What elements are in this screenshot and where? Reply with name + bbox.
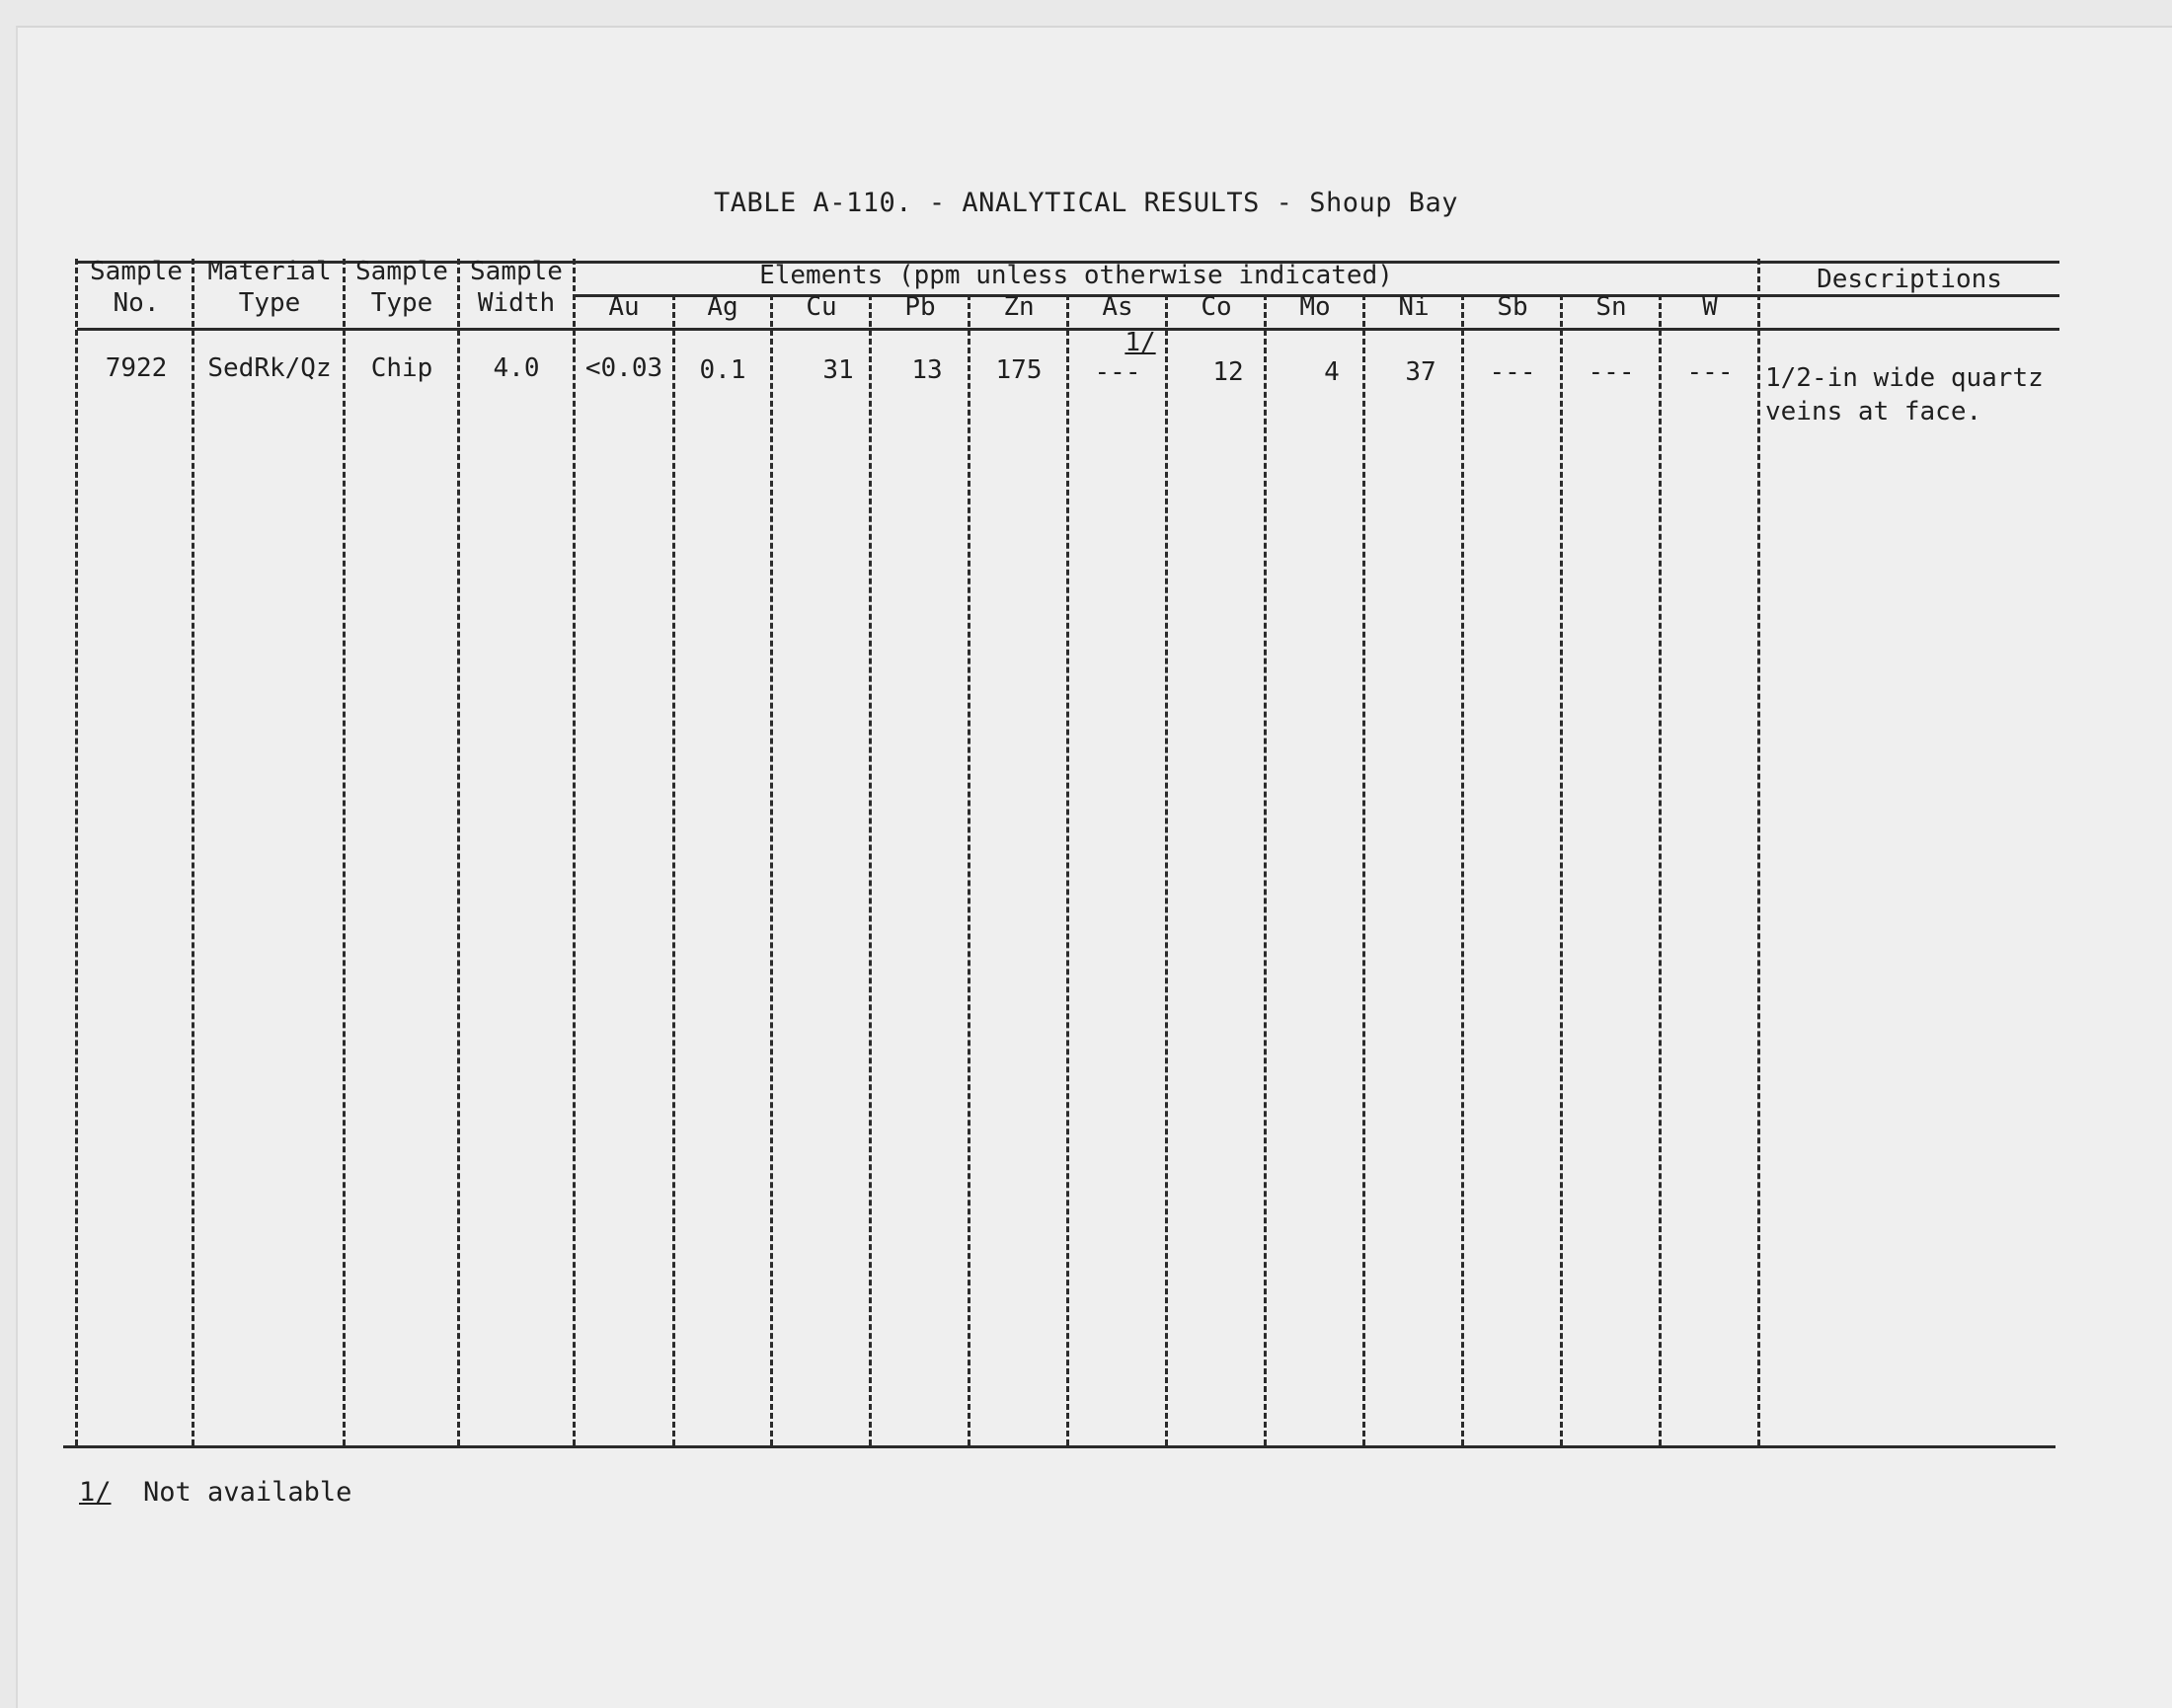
header-element-pb: Pb	[904, 292, 936, 322]
header-element-zn: Zn	[1003, 292, 1035, 322]
header-sample-no-line2: No.	[113, 288, 160, 318]
header-sample-type-line1: Sample	[355, 257, 448, 286]
as-footnote-marker-text: 1/	[1125, 328, 1156, 357]
header-element-w: W	[1702, 292, 1718, 322]
footnote-marker: 1/	[79, 1477, 112, 1508]
header-element-ni: Ni	[1398, 292, 1430, 322]
cell-cu: 31	[822, 355, 854, 385]
cell-as: ---	[1094, 357, 1141, 387]
header-element-sn: Sn	[1595, 292, 1627, 322]
column-separator	[192, 259, 194, 1445]
column-separator	[75, 259, 78, 1445]
cell-co: 12	[1212, 357, 1244, 387]
footnote	[79, 1477, 351, 1508]
column-separator	[869, 294, 872, 1445]
column-separator	[770, 294, 773, 1445]
header-element-au: Au	[608, 292, 640, 322]
column-separator	[1362, 294, 1365, 1445]
column-separator	[1560, 294, 1563, 1445]
cell-pb: 13	[911, 355, 943, 385]
column-separator	[1165, 294, 1168, 1445]
header-elements-group: Elements (ppm unless otherwise indicated)	[759, 261, 1393, 290]
column-separator	[1659, 294, 1662, 1445]
header-material-type-line2: Type	[238, 288, 301, 318]
cell-sample-no: 7922	[105, 353, 168, 383]
header-sample-width-line1: Sample	[470, 257, 563, 286]
cell-zn: 175	[995, 355, 1043, 385]
header-sample-type-line2: Type	[370, 288, 433, 318]
column-separator	[1264, 294, 1267, 1445]
header-element-sb: Sb	[1497, 292, 1528, 322]
cell-sample-type: Chip	[370, 353, 433, 383]
header-material-type-line1: Material	[207, 257, 332, 286]
column-separator	[1757, 259, 1760, 1445]
column-separator	[672, 294, 675, 1445]
cell-au: <0.03	[584, 353, 663, 383]
header-sample-no-line1: Sample	[90, 257, 183, 286]
header-element-as: As	[1102, 292, 1133, 322]
cell-ag: 0.1	[699, 355, 746, 385]
cell-description: 1/2-in wide quartz veins at face.	[1765, 363, 2044, 427]
header-element-ag: Ag	[707, 292, 738, 322]
cell-sn: ---	[1588, 357, 1635, 387]
header-sample-width-line2: Width	[477, 288, 556, 318]
header-descriptions: Descriptions	[1817, 265, 2002, 294]
column-separator	[573, 259, 576, 1445]
column-separator	[457, 259, 460, 1445]
column-separator	[968, 294, 970, 1445]
table-title: TABLE A-110. - ANALYTICAL RESULTS - Shoup Bay	[714, 188, 1458, 218]
footnote-text: Not available	[143, 1477, 352, 1508]
column-separator	[343, 259, 346, 1445]
table-bottom-rule	[63, 1445, 2056, 1448]
as-footnote-marker	[1116, 326, 1165, 359]
header-element-mo: Mo	[1299, 292, 1331, 322]
cell-mo: 4	[1324, 357, 1340, 387]
header-element-cu: Cu	[806, 292, 837, 322]
cell-w: ---	[1686, 357, 1734, 387]
cell-sb: ---	[1489, 357, 1536, 387]
column-separator	[1461, 294, 1464, 1445]
cell-ni: 37	[1405, 357, 1436, 387]
cell-sample-width: 4.0	[493, 353, 540, 383]
cell-material-type: SedRk/Qz	[207, 353, 332, 383]
column-separator	[1066, 294, 1069, 1445]
header-element-co: Co	[1201, 292, 1232, 322]
